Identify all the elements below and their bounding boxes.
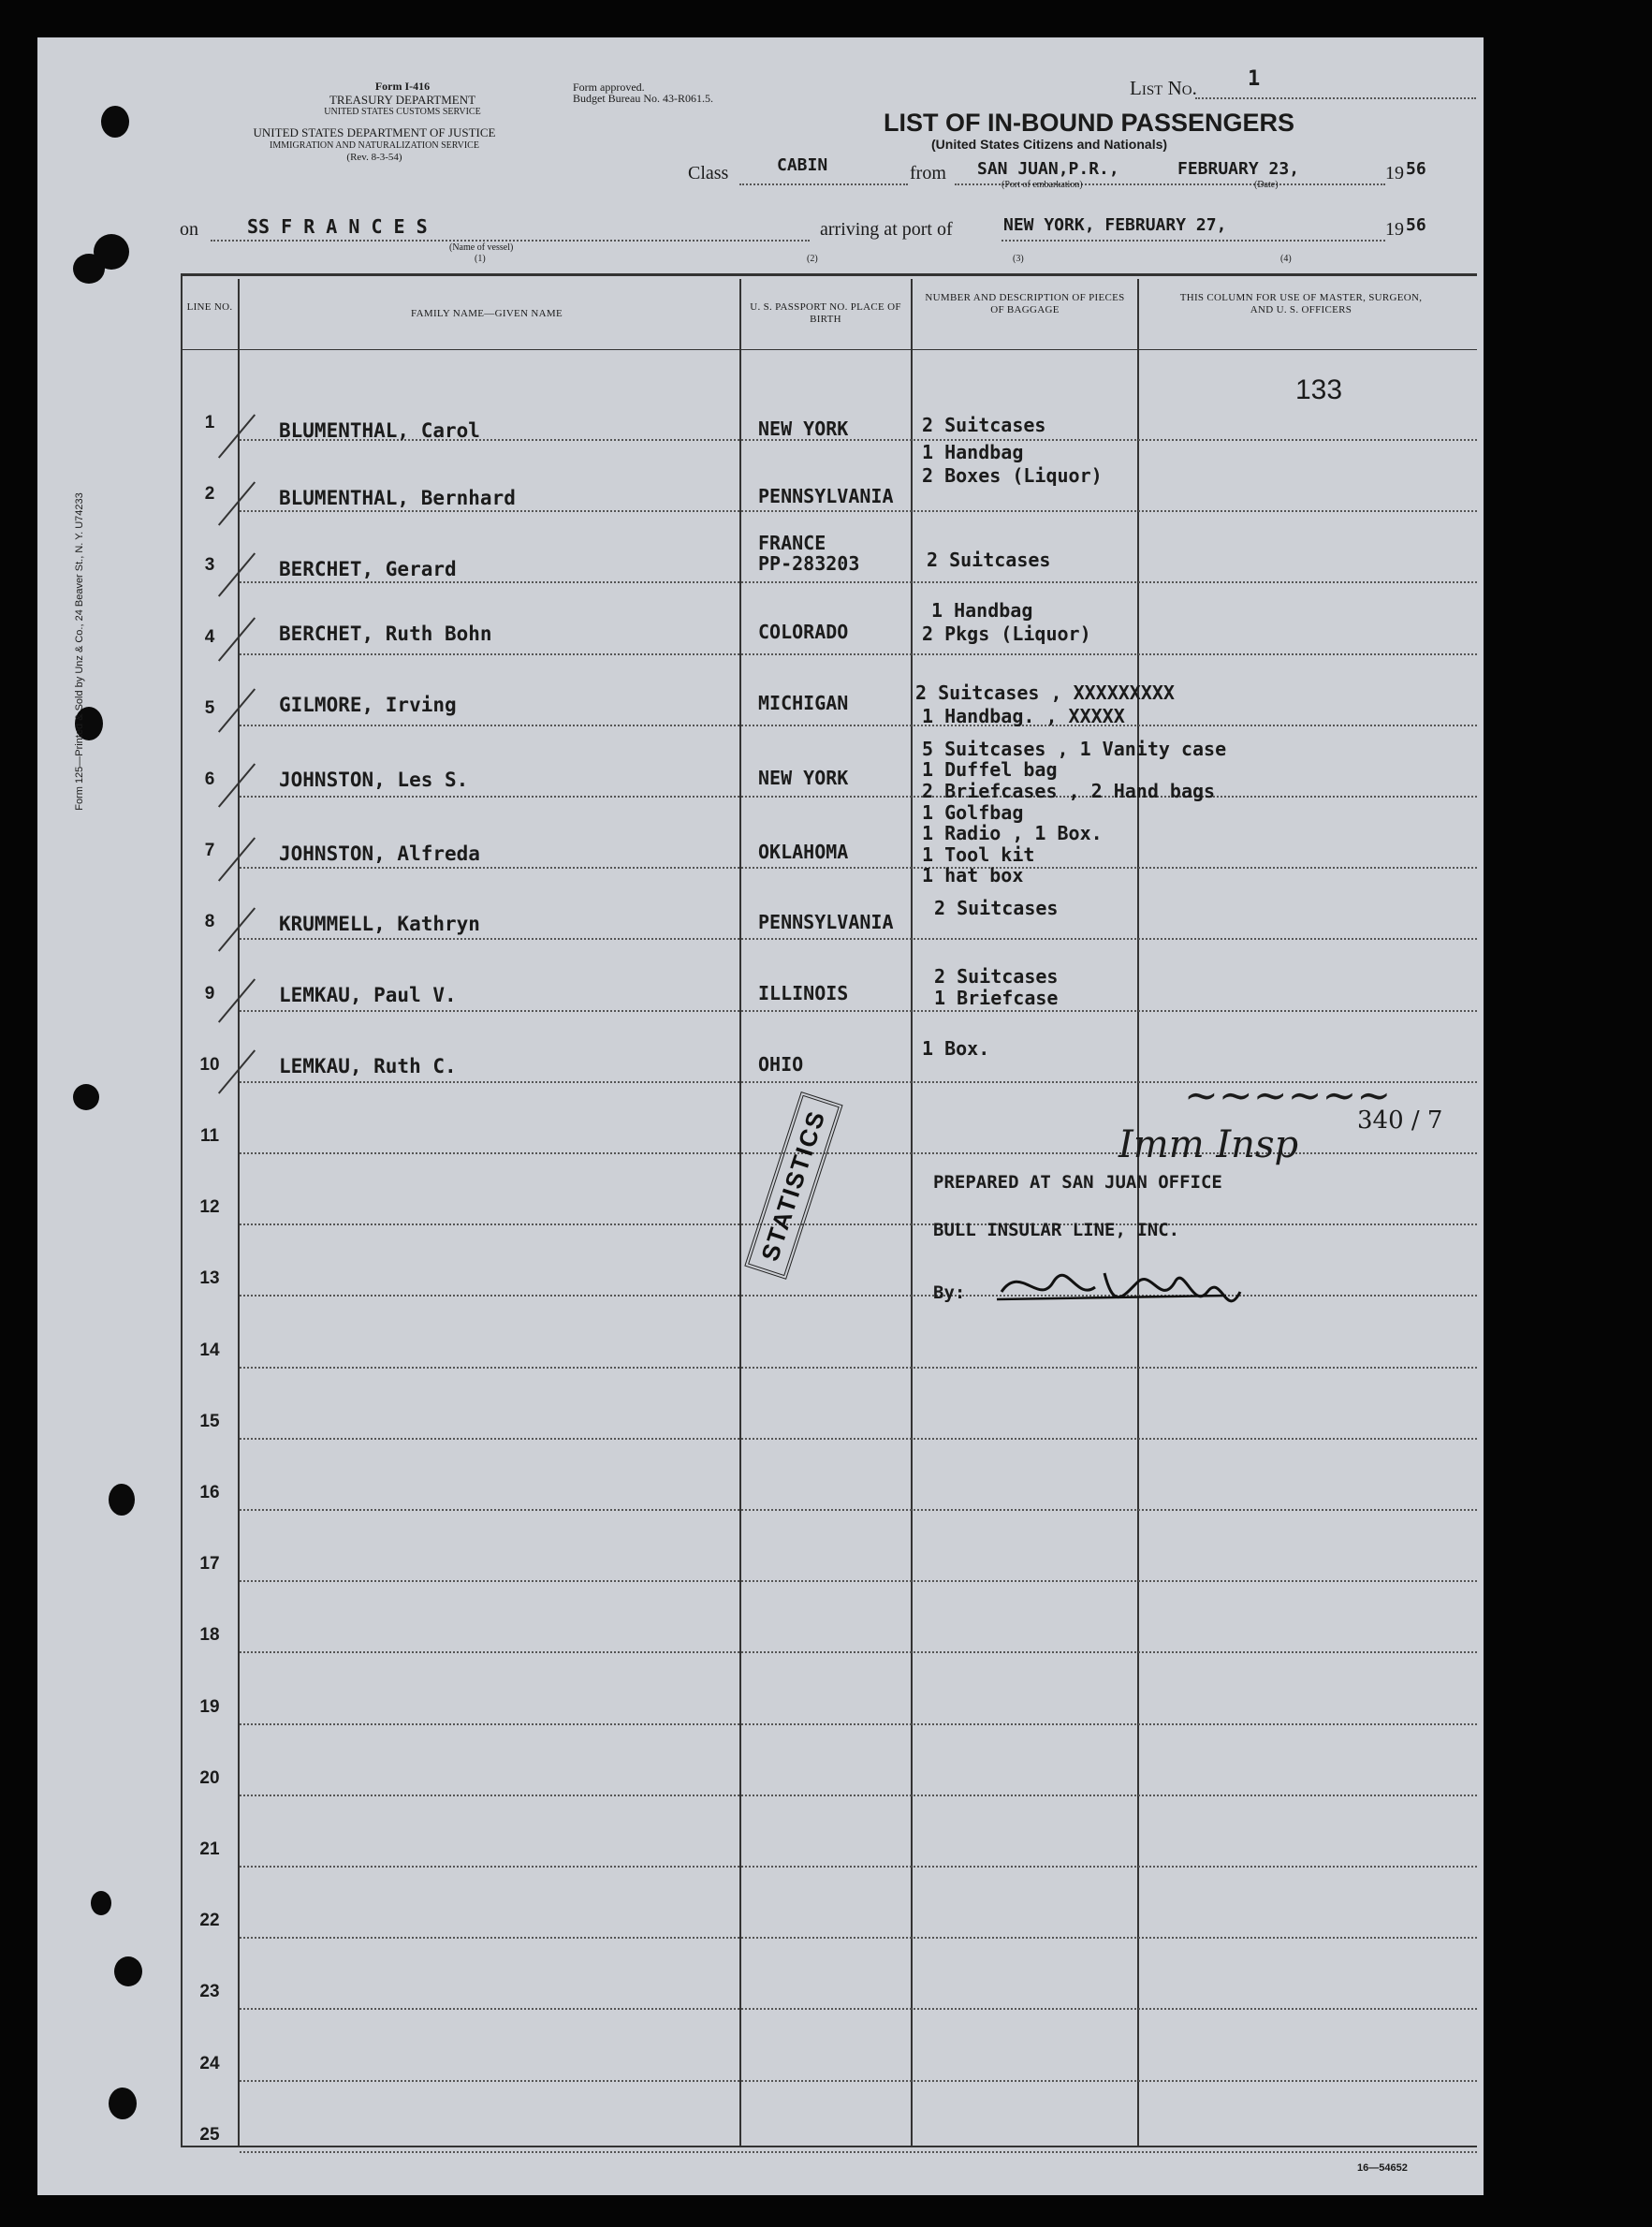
table-top-rule [181, 273, 1477, 276]
row-rule [240, 2008, 1477, 2010]
line-number: 16 [199, 1483, 220, 1502]
year-prefix: 19 [1385, 163, 1404, 183]
baggage-item: 2 Suitcases [922, 414, 1046, 436]
passenger-name: BLUMENTHAL, Bernhard [279, 487, 516, 509]
line-number: 22 [199, 1911, 220, 1931]
place-of-birth: OKLAHOMA [758, 841, 849, 863]
table-left-rule [181, 273, 183, 2146]
place-of-birth: COLORADO [758, 621, 849, 643]
line-number: 1 [204, 413, 215, 432]
punch-hole [109, 2088, 137, 2119]
baggage-item: 1 Handbag [931, 599, 1033, 622]
place-of-birth: OHIO [758, 1053, 804, 1076]
date-caption: (Date) [1254, 180, 1279, 190]
printer-imprint: Form 125—Printed & Sold by Unz & Co., 24 Beaver St., N. Y. U74233 [74, 492, 85, 811]
passenger-name: BLUMENTHAL, Carol [279, 419, 480, 442]
col-family-name: FAMILY NAME—GIVEN NAME [411, 308, 563, 319]
baggage-item: 2 Suitcases [934, 965, 1059, 988]
row-rule [240, 1651, 1477, 1653]
line-number: 18 [199, 1625, 220, 1646]
place-of-birth: MICHIGAN [758, 692, 849, 714]
line-number: 19 [199, 1696, 220, 1717]
line-number: 12 [199, 1197, 220, 1218]
line-number: 21 [199, 1839, 220, 1859]
row-rule [240, 1509, 1477, 1511]
baggage-item: 2 Suitcases , XXXXXXXXX [915, 681, 1175, 704]
form-approved: Form approved. [573, 81, 645, 94]
row-rule [240, 1010, 1477, 1012]
line-number: 8 [204, 912, 215, 932]
footer-code: 16—54652 [1357, 2162, 1408, 2174]
statistics-stamp: STATISTICS [744, 1092, 842, 1280]
row-rule [240, 2151, 1477, 2153]
baggage-item: 1 Tool kit [922, 843, 1035, 866]
department-of-justice: UNITED STATES DEPARTMENT OF JUSTICE [253, 125, 496, 139]
line-number: 6 [204, 769, 215, 789]
embarkation-date: FEBRUARY 23, [1177, 159, 1300, 179]
passenger-name: JOHNSTON, Les S. [279, 769, 469, 791]
baggage-item: 2 Pkgs (Liquor) [922, 623, 1091, 645]
row-rule [240, 938, 1477, 940]
line-number: 3 [204, 555, 215, 576]
line-number: 25 [199, 2124, 220, 2145]
line-number: 20 [199, 1767, 220, 1788]
punch-hole [101, 106, 129, 138]
revision-date: (Rev. 8-3-54) [346, 152, 402, 163]
preparer-signature [983, 1254, 1264, 1320]
baggage-item: 2 Briefcases , 2 Hand bags [922, 780, 1216, 802]
baggage-item: 1 Radio , 1 Box. [922, 822, 1103, 844]
line-number: 11 [199, 1126, 220, 1146]
list-no-line [1195, 97, 1476, 99]
port-of-embarkation: SAN JUAN,P.R., [977, 159, 1119, 179]
baggage-item: 1 Handbag. , XXXXX [922, 705, 1125, 727]
punch-hole [73, 1084, 99, 1110]
row-rule [240, 725, 1477, 726]
prepared-at: PREPARED AT SAN JUAN OFFICE [933, 1172, 1222, 1193]
prepared-by-label: By: [933, 1282, 966, 1303]
class-label: Class [688, 163, 729, 183]
baggage-item: 2 Boxes (Liquor) [922, 464, 1103, 487]
caption-3: (3) [1013, 254, 1024, 264]
line-number: 13 [199, 1268, 220, 1289]
header-bottom-rule [181, 349, 1477, 350]
place-of-birth: PENNSYLVANIA [758, 911, 894, 933]
row-rule [240, 1937, 1477, 1939]
row-rule [240, 2080, 1477, 2082]
baggage-item: 1 Golfbag [922, 801, 1024, 824]
list-no-label: List No. [1130, 77, 1197, 99]
baggage-item: 1 Handbag [922, 441, 1024, 463]
baggage-item: 2 Suitcases [934, 897, 1059, 919]
place-of-birth: PENNSYLVANIA [758, 485, 894, 507]
place-of-birth: FRANCE [758, 532, 826, 554]
passenger-name: LEMKAU, Ruth C. [279, 1055, 457, 1077]
place-of-birth: NEW YORK [758, 767, 849, 789]
place-of-birth: NEW YORK [758, 418, 849, 440]
vessel-caption: (Name of vessel) [449, 242, 514, 253]
list-no-value: 1 [1248, 67, 1261, 91]
inspector-number: 340 / 7 [1357, 1106, 1443, 1135]
passenger-name: BERCHET, Gerard [279, 558, 457, 580]
page-subtitle: (United States Citizens and Nationals) [931, 137, 1168, 152]
handwritten-scrawl: ~~~~~~ [1184, 1072, 1392, 1120]
table-bottom-rule [181, 2146, 1477, 2147]
baggage-item: 1 hat box [922, 864, 1024, 886]
baggage-item: 1 Duffel bag [922, 758, 1058, 781]
class-line [739, 183, 908, 185]
col-officers: THIS COLUMN FOR USE OF MASTER, SURGEON, AND U. S. OFFICERS [1179, 292, 1423, 315]
line-number: 24 [199, 2053, 220, 2073]
line-number: 4 [204, 626, 215, 647]
col-line-no: LINE NO. [186, 301, 233, 313]
budget-bureau: Budget Bureau No. 43-R061.5. [573, 92, 713, 105]
caption-1: (1) [475, 254, 486, 264]
col-passport: U. S. PASSPORT NO. PLACE OF BIRTH [750, 301, 901, 325]
on-label: on [180, 219, 198, 240]
punch-hole [109, 1484, 135, 1516]
page-title: LIST OF IN-BOUND PASSENGERS [884, 109, 1295, 137]
baggage-item: 2 Suitcases [927, 549, 1051, 571]
place-of-birth: ILLINOIS [758, 982, 849, 1004]
passenger-name: GILMORE, Irving [279, 694, 457, 716]
manifest-page [37, 37, 1484, 2195]
immigration-service: IMMIGRATION AND NATURALIZATION SERVICE [270, 140, 479, 151]
row-rule [240, 1367, 1477, 1369]
passenger-name: BERCHET, Ruth Bohn [279, 623, 492, 645]
row-rule [240, 1723, 1477, 1725]
line-number: 23 [199, 1982, 220, 2002]
line-number: 9 [204, 983, 215, 1004]
port-caption: (Port of embarkation) [1001, 180, 1083, 190]
col-baggage: NUMBER AND DESCRIPTION OF PIECES OF BAGGAGE [925, 292, 1125, 315]
vessel-name: SS F R A N C E S [247, 215, 428, 238]
line-number: 7 [204, 841, 215, 861]
line-number: 2 [204, 484, 215, 505]
row-rule [240, 867, 1477, 869]
caption-2: (2) [807, 254, 818, 264]
line-number: 5 [204, 697, 215, 718]
from-label: from [910, 163, 946, 183]
arrival-port-date: NEW YORK, FEBRUARY 27, [1003, 215, 1227, 235]
passenger-name: JOHNSTON, Alfreda [279, 842, 480, 865]
year-value: 56 [1406, 159, 1426, 179]
punch-hole [91, 1891, 111, 1915]
row-rule [240, 653, 1477, 655]
prepared-company: BULL INSULAR LINE, INC. [933, 1220, 1180, 1240]
row-rule [240, 1223, 1477, 1225]
customs-service: UNITED STATES CUSTOMS SERVICE [324, 107, 481, 117]
passenger-name: KRUMMELL, Kathryn [279, 913, 480, 935]
baggage-item: 1 Box. [922, 1037, 990, 1060]
passenger-name: LEMKAU, Paul V. [279, 984, 457, 1006]
caption-4: (4) [1280, 254, 1292, 264]
baggage-item: 1 Briefcase [934, 987, 1059, 1009]
form-number: Form I-416 [374, 80, 431, 93]
row-rule [240, 796, 1477, 798]
arrival-year: 56 [1406, 215, 1426, 235]
row-rule [240, 1795, 1477, 1796]
line-number: 15 [199, 1411, 220, 1431]
class-value: CABIN [777, 155, 828, 175]
inspector-note: Imm Insp [1118, 1123, 1299, 1166]
line-number: 14 [199, 1340, 220, 1360]
arrival-line [1001, 240, 1385, 242]
vessel-line [211, 240, 810, 242]
row-rule [240, 1438, 1477, 1440]
row-rule [240, 1580, 1477, 1582]
punch-hole [114, 1956, 142, 1986]
officer-note: 133 [1295, 374, 1343, 405]
line-number: 10 [199, 1054, 220, 1075]
arriving-label: arriving at port of [820, 219, 953, 240]
row-rule [240, 581, 1477, 583]
row-rule [240, 1295, 1477, 1297]
arrival-year-prefix: 19 [1385, 219, 1404, 240]
line-number: 17 [199, 1554, 220, 1575]
punch-hole [73, 254, 105, 284]
passport-number: PP-283203 [758, 552, 860, 575]
baggage-item: 5 Suitcases , 1 Vanity case [922, 738, 1227, 760]
row-rule [240, 510, 1477, 512]
row-rule [240, 1866, 1477, 1868]
treasury-department: TREASURY DEPARTMENT [329, 93, 476, 107]
